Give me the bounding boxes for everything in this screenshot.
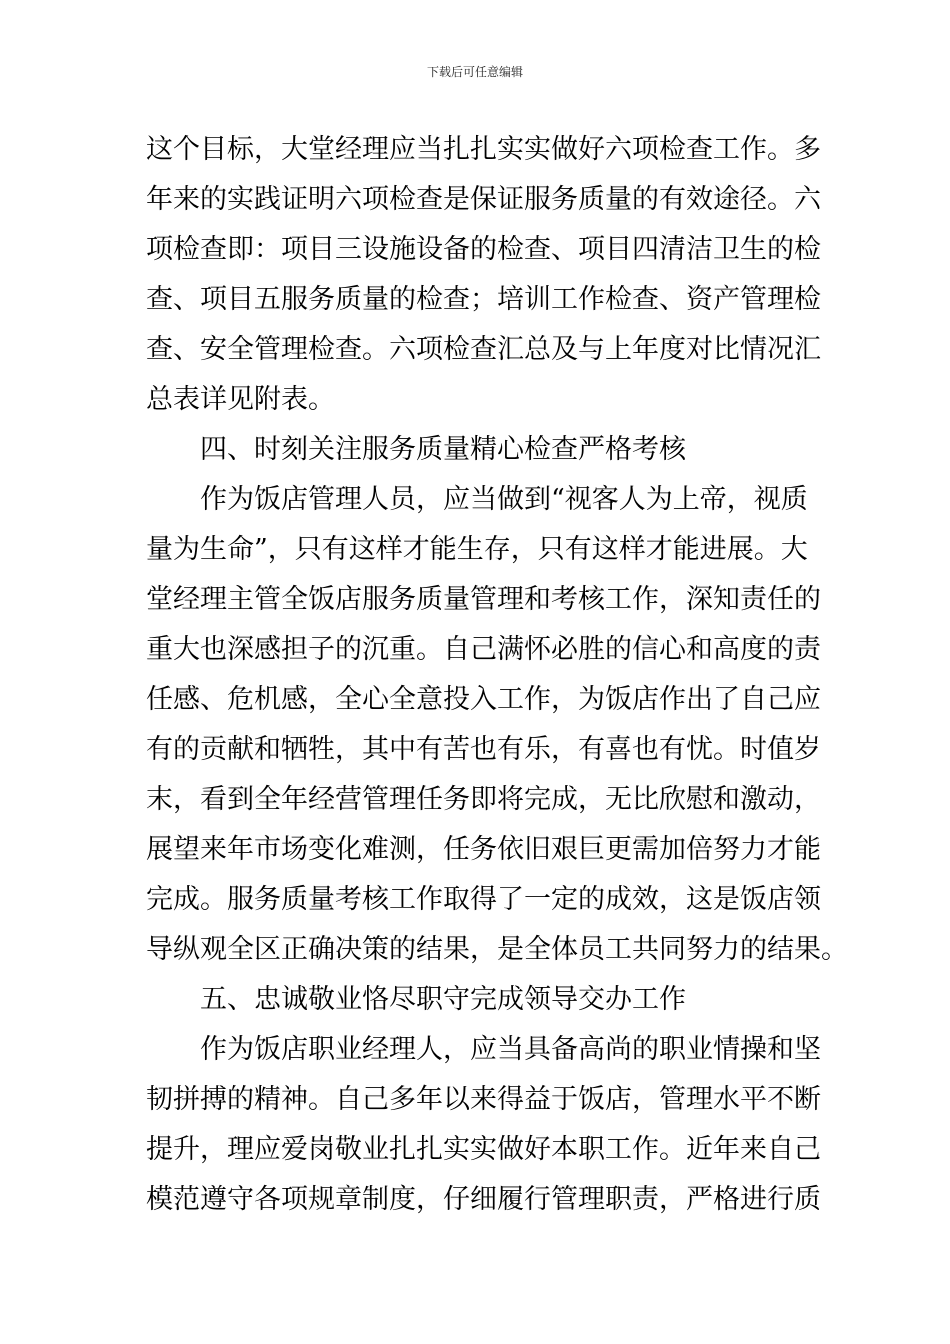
text-line: 年来的实践证明六项检查是保证服务质量的有效途径。六 — [146, 184, 821, 215]
paragraph — [146, 125, 821, 425]
text-line: 展望来年市场变化难测，任务依旧艰巨更需加倍努力才能 — [146, 834, 821, 865]
page-header: 下载后可任意编辑 — [426, 65, 523, 79]
text-line: 这个目标，大堂经理应当扎扎实实做好六项检查工作。多 — [146, 134, 821, 165]
section-heading — [146, 975, 806, 1025]
heading-text: 四、时刻关注服务质量精心检查严格考核 — [200, 434, 686, 465]
text-line: 作为饭店管理人员，应当做到“视客人为上帝，视质 — [200, 484, 808, 515]
text-line: 末，看到全年经营管理任务即将完成，无比欣慰和激动， — [146, 784, 821, 815]
paragraph — [146, 1025, 821, 1225]
text-line: 重大也深感担子的沉重。自己满怀必胜的信心和高度的责 — [146, 634, 821, 665]
text-line: 量为生命”，只有这样才能生存，只有这样才能进展。大 — [146, 534, 808, 565]
heading-text: 五、忠诚敬业恪尽职守完成领导交办工作 — [200, 984, 686, 1015]
paragraph — [146, 475, 848, 975]
text-line: 完成。服务质量考核工作取得了一定的成效，这是饭店领 — [146, 884, 821, 915]
text-line: 有的贡献和牺牲，其中有苦也有乐，有喜也有忧。时值岁 — [146, 734, 821, 765]
document-body — [146, 125, 848, 1225]
text-line: 导纵观全区正确决策的结果，是全体员工共同努力的结果。 — [146, 934, 848, 965]
text-line: 查、安全管理检查。六项检查汇总及与上年度对比情况汇 — [146, 334, 821, 365]
text-line: 作为饭店职业经理人，应当具备高尚的职业情操和坚 — [200, 1034, 821, 1065]
section-heading — [146, 425, 806, 475]
text-line: 项检查即：项目三设施设备的检查、项目四清洁卫生的检 — [146, 234, 821, 265]
text-line: 提升，理应爱岗敬业扎扎实实做好本职工作。近年来自己 — [146, 1134, 821, 1165]
text-line: 韧拼搏的精神。自己多年以来得益于饭店，管理水平不断 — [146, 1084, 821, 1115]
text-line: 任感、危机感，全心全意投入工作，为饭店作出了自己应 — [146, 684, 821, 715]
text-line: 总表详见附表。 — [146, 384, 335, 415]
text-line: 堂经理主管全饭店服务质量管理和考核工作，深知责任的 — [146, 584, 821, 615]
text-line: 模范遵守各项规章制度，仔细履行管理职责，严格进行质 — [146, 1184, 821, 1215]
text-line: 查、项目五服务质量的检查；培训工作检查、资产管理检 — [146, 284, 821, 315]
